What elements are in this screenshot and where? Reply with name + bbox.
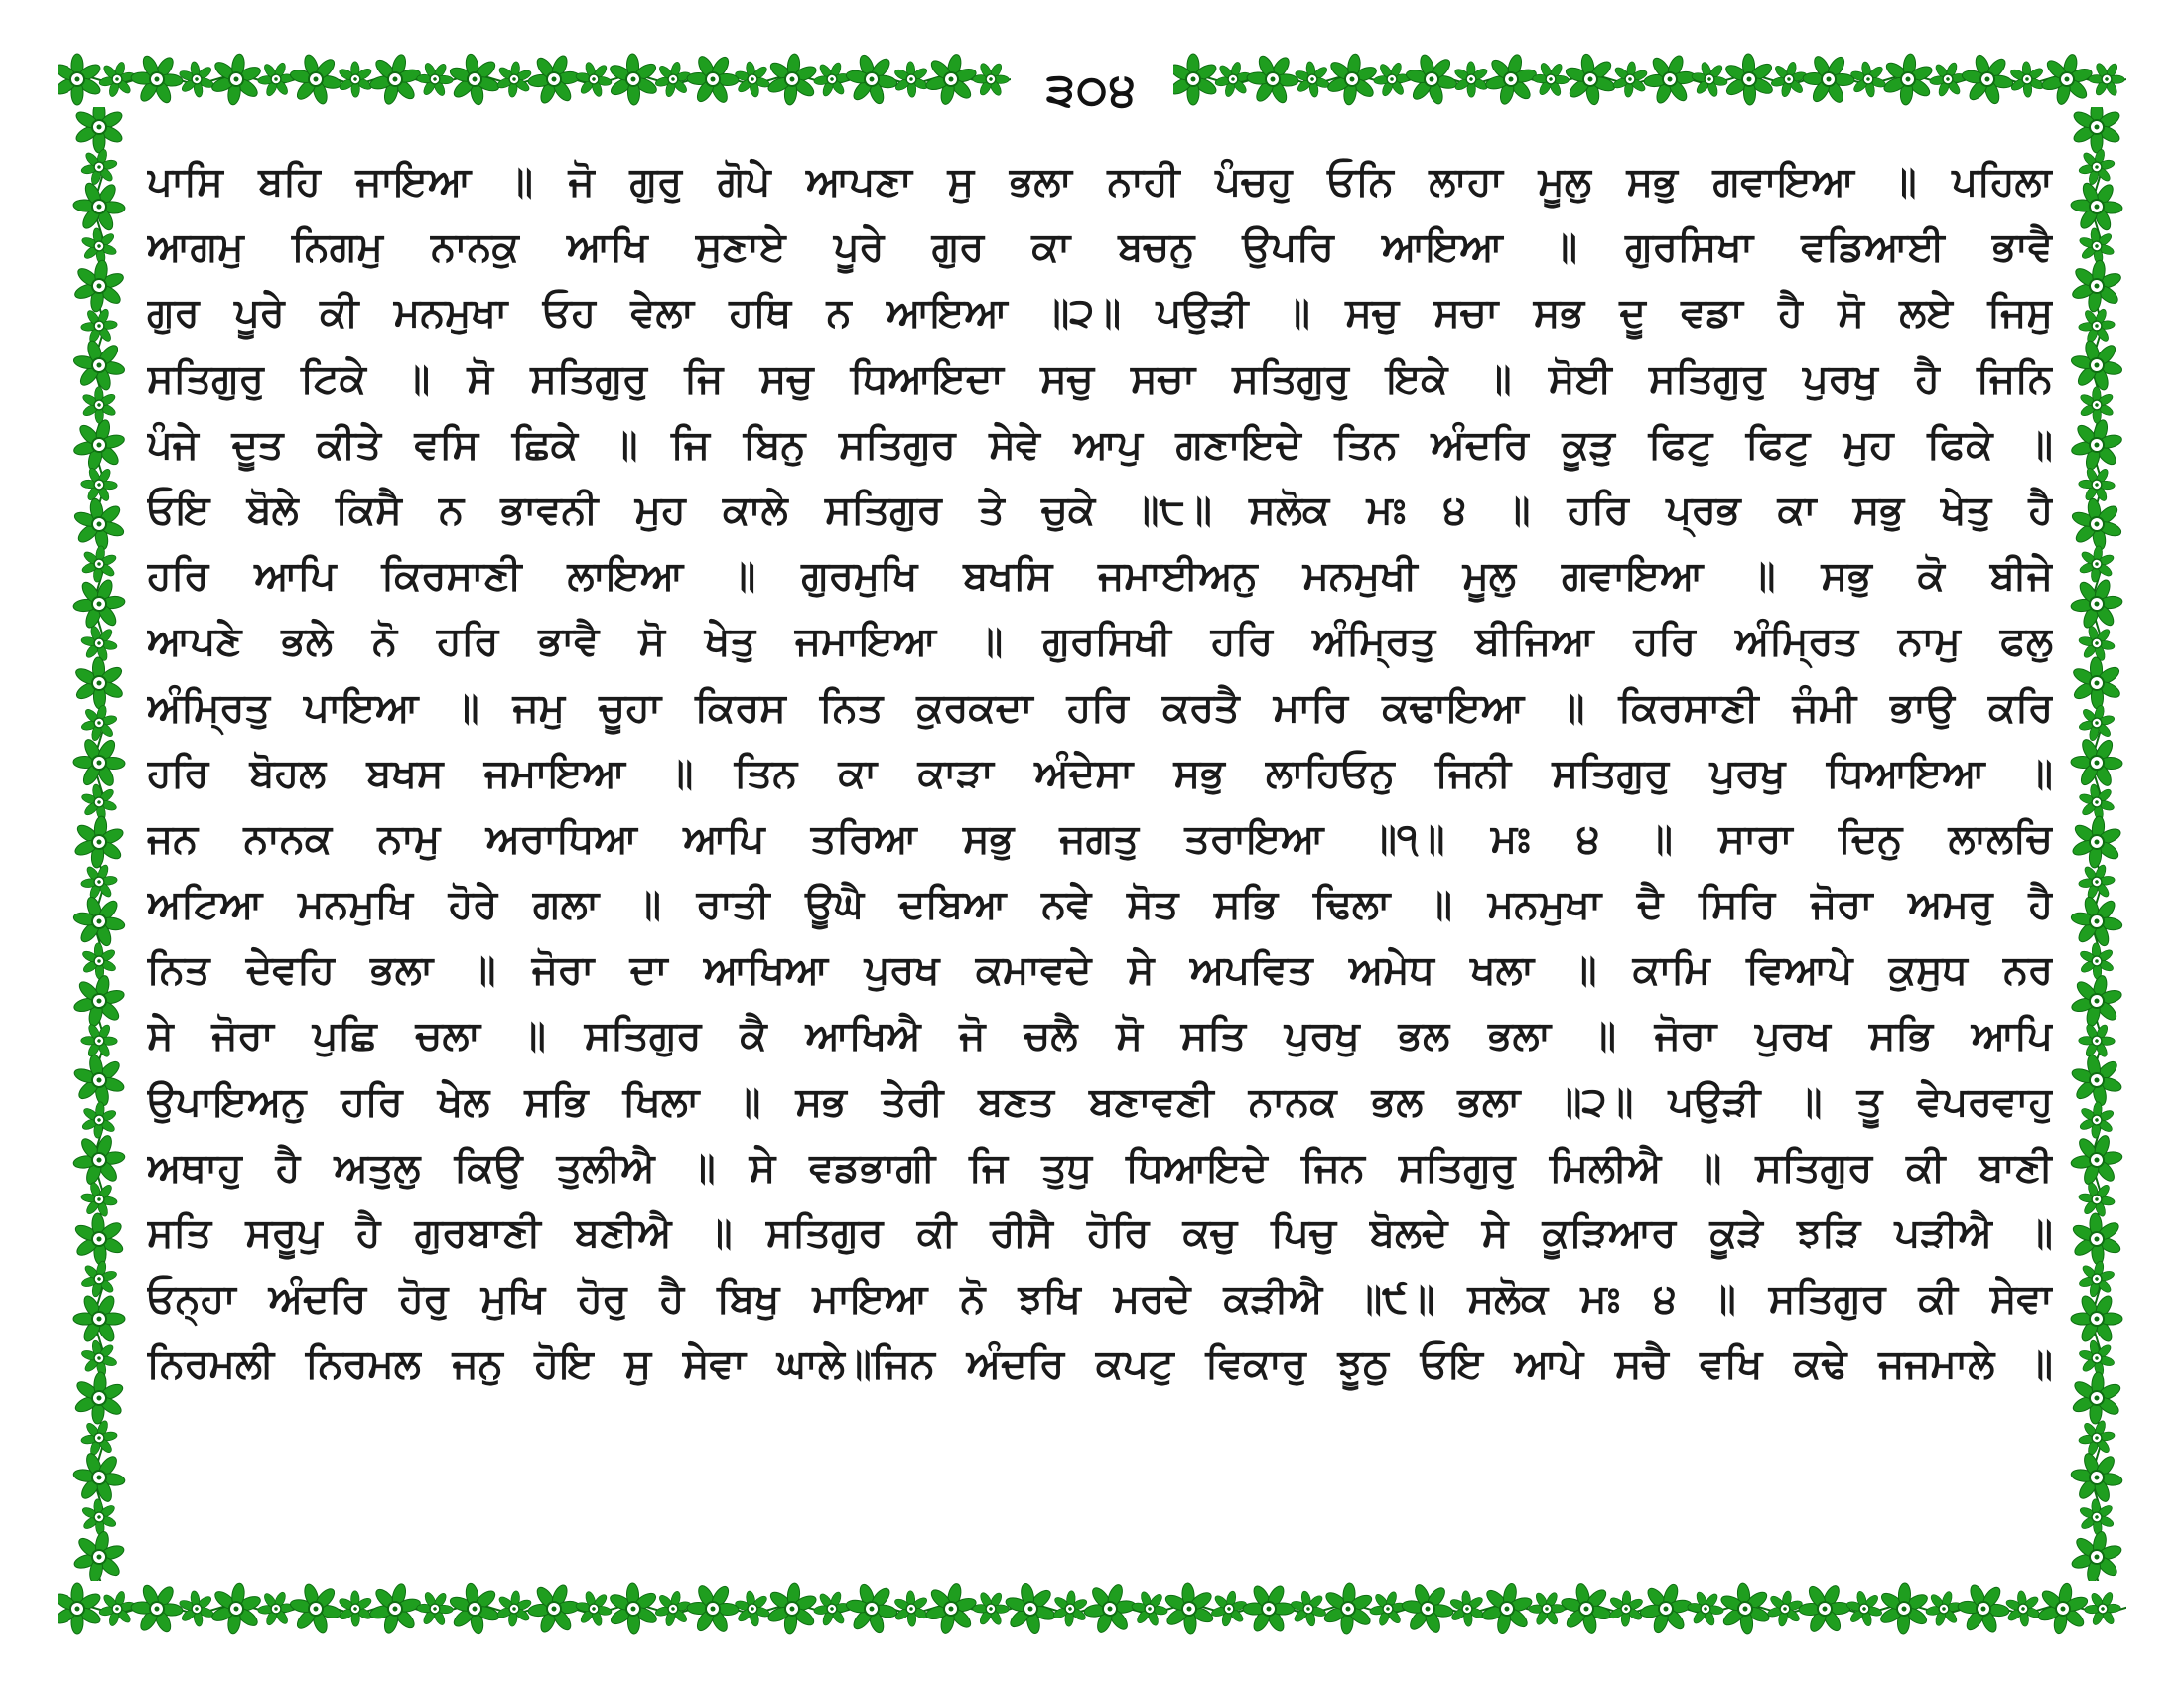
- text-line: ਅੰਮ੍ਰਿਤੁ ਪਾਇਆ ॥ ਜਮੁ ਚੂਹਾ ਕਿਰਸ ਨਿਤ ਕੁਰਕਦਾ ਹਰਿ ਕਰਤੈ ਮਾਰਿ ਕਢਾਇਆ ॥ ਕਿਰਸਾਣੀ ਜੰਮੀ ਭਾਉ ਕਰਿ: [147, 684, 2053, 731]
- flower-vine-icon: [1955, 1581, 2011, 1636]
- flower-vine-icon: [71, 806, 127, 878]
- flower-vine-icon: [72, 1370, 127, 1425]
- flower-vine-icon: [1682, 1585, 1728, 1631]
- flower-vine-icon: [74, 381, 123, 430]
- flower-vine-icon: [121, 1581, 192, 1636]
- flower-vine-icon: [2071, 107, 2121, 153]
- flower-vine-icon: [2069, 648, 2124, 719]
- border-top-right: [1173, 52, 2126, 107]
- flower-vine-icon: [966, 55, 1011, 104]
- text-line: ਗੁਰ ਪੂਰੇ ਕੀ ਮਨਮੁਖਾ ਓਹ ਵੇਲਾ ਹਥਿ ਨ ਆਇਆ ॥੨॥ ਪਉੜੀ ॥ ਸਚੁ ਸਚਾ ਸਭ ਦੂ ਵਡਾ ਹੈ ਸੋ ਲਏ ਜਿਸੁ: [147, 290, 2053, 337]
- flower-vine-icon: [1955, 52, 2020, 107]
- text-line: ਓਨ੍ਹਾ ਅੰਦਰਿ ਹੋਰੁ ਮੁਖਿ ਹੋਰੁ ਹੈ ਬਿਖੁ ਮਾਇਆ ਨੋ ਝਖਿ ਮਰਦੇ ਕੜੀਐ ॥੯॥ ਸਲੋਕ ਮਃ ੪ ॥ ਸਤਿਗੁਰ ਕੀ ਸੇਵਾ: [147, 1276, 2053, 1323]
- border-top-left: [58, 52, 1011, 107]
- flower-vine-icon: [71, 253, 127, 320]
- flower-vine-icon: [1401, 52, 1461, 107]
- border-bottom: [58, 1581, 2126, 1636]
- flower-vine-icon: [1610, 60, 1650, 99]
- flower-vine-icon: [839, 1581, 904, 1636]
- text-line: ਸਤਿਗੁਰੁ ਟਿਕੇ ॥ ਸੋ ਸਤਿਗੁਰੁ ਜਿ ਸਚੁ ਧਿਆਇਦਾ ਸਚੁ ਸਚਾ ਸਤਿਗੁਰੁ ਇਕੇ ॥ ਸੋਈ ਸਤਿਗੁਰੁ ਪੁਰਖੁ ਹੈ ਜਿਨਿ: [147, 355, 2053, 402]
- flower-vine-icon: [494, 1589, 534, 1628]
- flower-vine-icon: [71, 1205, 127, 1274]
- border-left: [71, 107, 127, 1581]
- flower-vine-icon: [121, 52, 192, 107]
- flower-vine-icon: [2078, 1584, 2126, 1633]
- flower-vine-icon: [686, 54, 740, 106]
- flower-vine-icon: [71, 494, 127, 554]
- flower-vine-icon: [2077, 544, 2116, 584]
- flower-vine-icon: [686, 1583, 740, 1635]
- flower-vine-icon: [75, 1096, 123, 1144]
- text-line: ਸਤਿ ਸਰੂਪੁ ਹੈ ਗੁਰਬਾਣੀ ਬਣੀਐ ॥ ਸਤਿਗੁਰ ਕੀ ਰੀਸੈ ਹੋਰਿ ਕਚੁ ਪਿਚੁ ਬੋਲਦੇ ਸੇ ਕੂੜਿਆਰ ਕੂੜੇ ਝੜਿ ਪੜੀਐ ॥: [147, 1210, 2053, 1256]
- flower-vine-icon: [1802, 54, 1855, 106]
- flower-vine-icon: [1081, 1581, 1140, 1636]
- flower-vine-icon: [1237, 52, 1307, 107]
- flower-vine-icon: [79, 307, 118, 346]
- flower-vine-icon: [2069, 253, 2124, 320]
- flower-vine-icon: [285, 52, 345, 107]
- flower-vine-icon: [839, 52, 904, 107]
- text-line: ਅਥਾਹੁ ਹੈ ਅਤੁਲੁ ਕਿਉ ਤੁਲੀਐ ॥ ਸੇ ਵਡਭਾਗੀ ਜਿ ਤੁਧੁ ਧਿਆਇਦੇ ਜਿਨ ਸਤਿਗੁਰੁ ਮਿਲੀਐ ॥ ਸਤਿਗੁਰ ਕੀ ਬਾਣੀ: [147, 1144, 2053, 1191]
- flower-vine-icon: [892, 61, 930, 98]
- text-line: ਪੰਜੇ ਦੂਤ ਕੀਤੇ ਵਸਿ ਛਿਕੇ ॥ ਜਿ ਬਿਨੁ ਸਤਿਗੁਰ ਸੇਵੇ ਆਪੁ ਗਣਾਇਦੇ ਤਿਨ ਅੰਦਰਿ ਕੂੜੁ ਫਿਟੁ ਫਿਟੁ ਮੁਹ ਫਿਕੇ ॥: [147, 421, 2053, 468]
- flower-vine-icon: [966, 1584, 1015, 1633]
- flower-vine-icon: [2078, 942, 2116, 980]
- text-line: ਅਟਿਆ ਮਨਮੁਖਿ ਹੋਰੇ ਗਲਾ ॥ ਰਾਤੀ ਊਘੈ ਦਬਿਆ ਨਵੇ ਸੋਤ ਸਭਿ ਢਿਲਾ ॥ ਮਨਮੁਖਾ ਦੈ ਸਿਰਿ ਜੋਰਾ ਅਮਰੁ ਹੈ: [147, 882, 2053, 928]
- flower-vine-icon: [411, 56, 459, 104]
- text-line: ਨਿਤ ਦੇਵਹਿ ਭਲਾ ॥ ਜੋਰਾ ਦਾ ਆਖਿਆ ਪੁਰਖ ਕਮਾਵਦੇ ਸੇ ਅਪਵਿਤ ਅਮੇਧ ਖਲਾ ॥ ਕਾਮਿ ਵਿਆਪੇ ਕੁਸੁਧ ਨਰ: [147, 947, 2053, 994]
- flower-vine-icon: [71, 648, 127, 719]
- flower-vine-icon: [79, 544, 119, 584]
- flower-vine-icon: [2069, 1205, 2124, 1274]
- text-line: ਆਪਣੇ ਭਲੇ ਨੋ ਹਰਿ ਭਾਵੈ ਸੋ ਖੇਤੁ ਜਮਾਇਆ ॥ ਗੁਰਸਿਖੀ ਹਰਿ ਅੰਮ੍ਰਿਤੁ ਬੀਜਿਆ ਹਰਿ ਅੰਮ੍ਰਿਤ ਨਾਮੁ ਫਲੁ: [147, 619, 2053, 665]
- flower-vine-icon: [80, 942, 118, 980]
- flower-vine-icon: [1527, 56, 1574, 104]
- flower-vine-icon: [2008, 61, 2046, 98]
- flower-vine-icon: [2073, 1096, 2120, 1144]
- text-line: ਸੇ ਜੋਰਾ ਪੁਛਿ ਚਲਾ ॥ ਸਤਿਗੁਰ ਕੈ ਆਖਿਐ ਜੋ ਚਲੈ ਸੋ ਸਤਿ ਪੁਰਖੁ ਭਲ ਭਲਾ ॥ ਜੋਰਾ ਪੁਰਖ ਸਭਿ ਆਪਿ: [147, 1013, 2053, 1059]
- flower-vine-icon: [494, 60, 534, 99]
- flower-vine-icon: [411, 1585, 459, 1633]
- flower-vine-icon: [2069, 494, 2124, 554]
- flower-vine-icon: [1129, 1589, 1170, 1629]
- flower-vine-icon: [1790, 1581, 1858, 1636]
- text-line: ਪਾਸਿ ਬਹਿ ਜਾਇਆ ॥ ਜੋ ਗੁਰੁ ਗੋਪੇ ਆਪਣਾ ਸੁ ਭਲਾ ਨਾਹੀ ਪੰਚਹੁ ਓਨਿ ਲਾਹਾ ਮੂਲੁ ਸਭੁ ਗਵਾਇਆ ॥ ਪਹਿਲਾ: [147, 159, 2053, 205]
- flower-vine-icon: [2082, 55, 2126, 104]
- text-line: ਹਰਿ ਬੋਹਲ ਬਖਸ ਜਮਾਇਆ ॥ ਤਿਨ ਕਾ ਕਾੜਾ ਅੰਦੇਸਾ ਸਭੁ ਲਾਹਿਓਨੁ ਜਿਨੀ ਸਤਿਗੁਰੁ ਪੁਰਖੁ ਧਿਆਇਆ ॥: [147, 750, 2053, 796]
- flower-vine-icon: [1528, 1591, 1565, 1626]
- text-line: ਹਰਿ ਆਪਿ ਕਿਰਸਾਣੀ ਲਾਇਆ ॥ ਗੁਰਮੁਖਿ ਬਖਸਿ ਜਮਾਈਅਨੁ ਮਨਮੁਖੀ ਮੂਲੁ ਗਵਾਇਆ ॥ ਸਭੁ ਕੋ ਬੀਜੇ: [147, 553, 2053, 600]
- scripture-text: [147, 149, 2053, 1398]
- text-line: ਜਨ ਨਾਨਕ ਨਾਮੁ ਅਰਾਧਿਆ ਆਪਿ ਤਰਿਆ ਸਭੁ ਜਗਤੁ ਤਰਾਇਆ ॥੧॥ ਮਃ ੪ ॥ ਸਾਰਾ ਦਿਨੁ ਲਾਲਚਿ: [147, 815, 2053, 862]
- flower-vine-icon: [2070, 1370, 2124, 1425]
- text-line: ਆਗਮੁ ਨਿਗਮੁ ਨਾਨਕੁ ਆਖਿ ਸੁਣਾਏ ਪੂਰੇ ਗੁਰ ਕਾ ਬਚਨੁ ਉਪਰਿ ਆਇਆ ॥ ਗੁਰਸਿਖਾ ਵਡਿਆਈ ਭਾਵੈ: [147, 224, 2053, 271]
- flower-vine-icon: [2069, 806, 2124, 878]
- flower-vine-icon: [2077, 307, 2116, 346]
- text-line: ਨਿਰਮਲੀ ਨਿਰਮਲ ਜਨੁ ਹੋਇ ਸੁ ਸੇਵਾ ਘਾਲੇ॥ਜਿਨ ਅੰਦਰਿ ਕਪਟੁ ਵਿਕਾਰੁ ਝੂਠੁ ਓਇ ਆਪੇ ਸਚੈ ਵਖਿ ਕਢੇ ਜਜਮਾਲੇ ॥: [147, 1341, 2053, 1388]
- flower-vine-icon: [256, 61, 295, 99]
- flower-vine-icon: [73, 107, 124, 153]
- border-right: [2069, 107, 2124, 1581]
- flower-vine-icon: [2072, 381, 2120, 430]
- flower-vine-icon: [892, 1590, 930, 1627]
- page-number: ੩੦੪: [1045, 63, 1139, 116]
- flower-vine-icon: [1234, 1581, 1303, 1636]
- flower-vine-icon: [1372, 61, 1411, 99]
- flower-vine-icon: [256, 1590, 295, 1628]
- text-line: ਉਪਾਇਅਨੁ ਹਰਿ ਖੇਲ ਸਭਿ ਖਿਲਾ ॥ ਸਭ ਤੇਰੀ ਬਣਤ ਬਣਾਵਣੀ ਨਾਨਕ ਭਲ ਭਲਾ ॥੨॥ ਪਉੜੀ ॥ ਤੂ ਵੇਪਰਵਾਹੁ: [147, 1078, 2053, 1125]
- flower-vine-icon: [285, 1581, 345, 1636]
- text-line: ਓਇ ਬੋਲੇ ਕਿਸੈ ਨ ਭਾਵਨੀ ਮੁਹ ਕਾਲੇ ਸਤਿਗੁਰ ਤੇ ਚੁਕੇ ॥੮॥ ਸਲੋਕ ਮਃ ੪ ॥ ਹਰਿ ਪ੍ਰਭ ਕਾ ਸਭੁ ਖੇਤੁ ਹੈ: [147, 487, 2053, 533]
